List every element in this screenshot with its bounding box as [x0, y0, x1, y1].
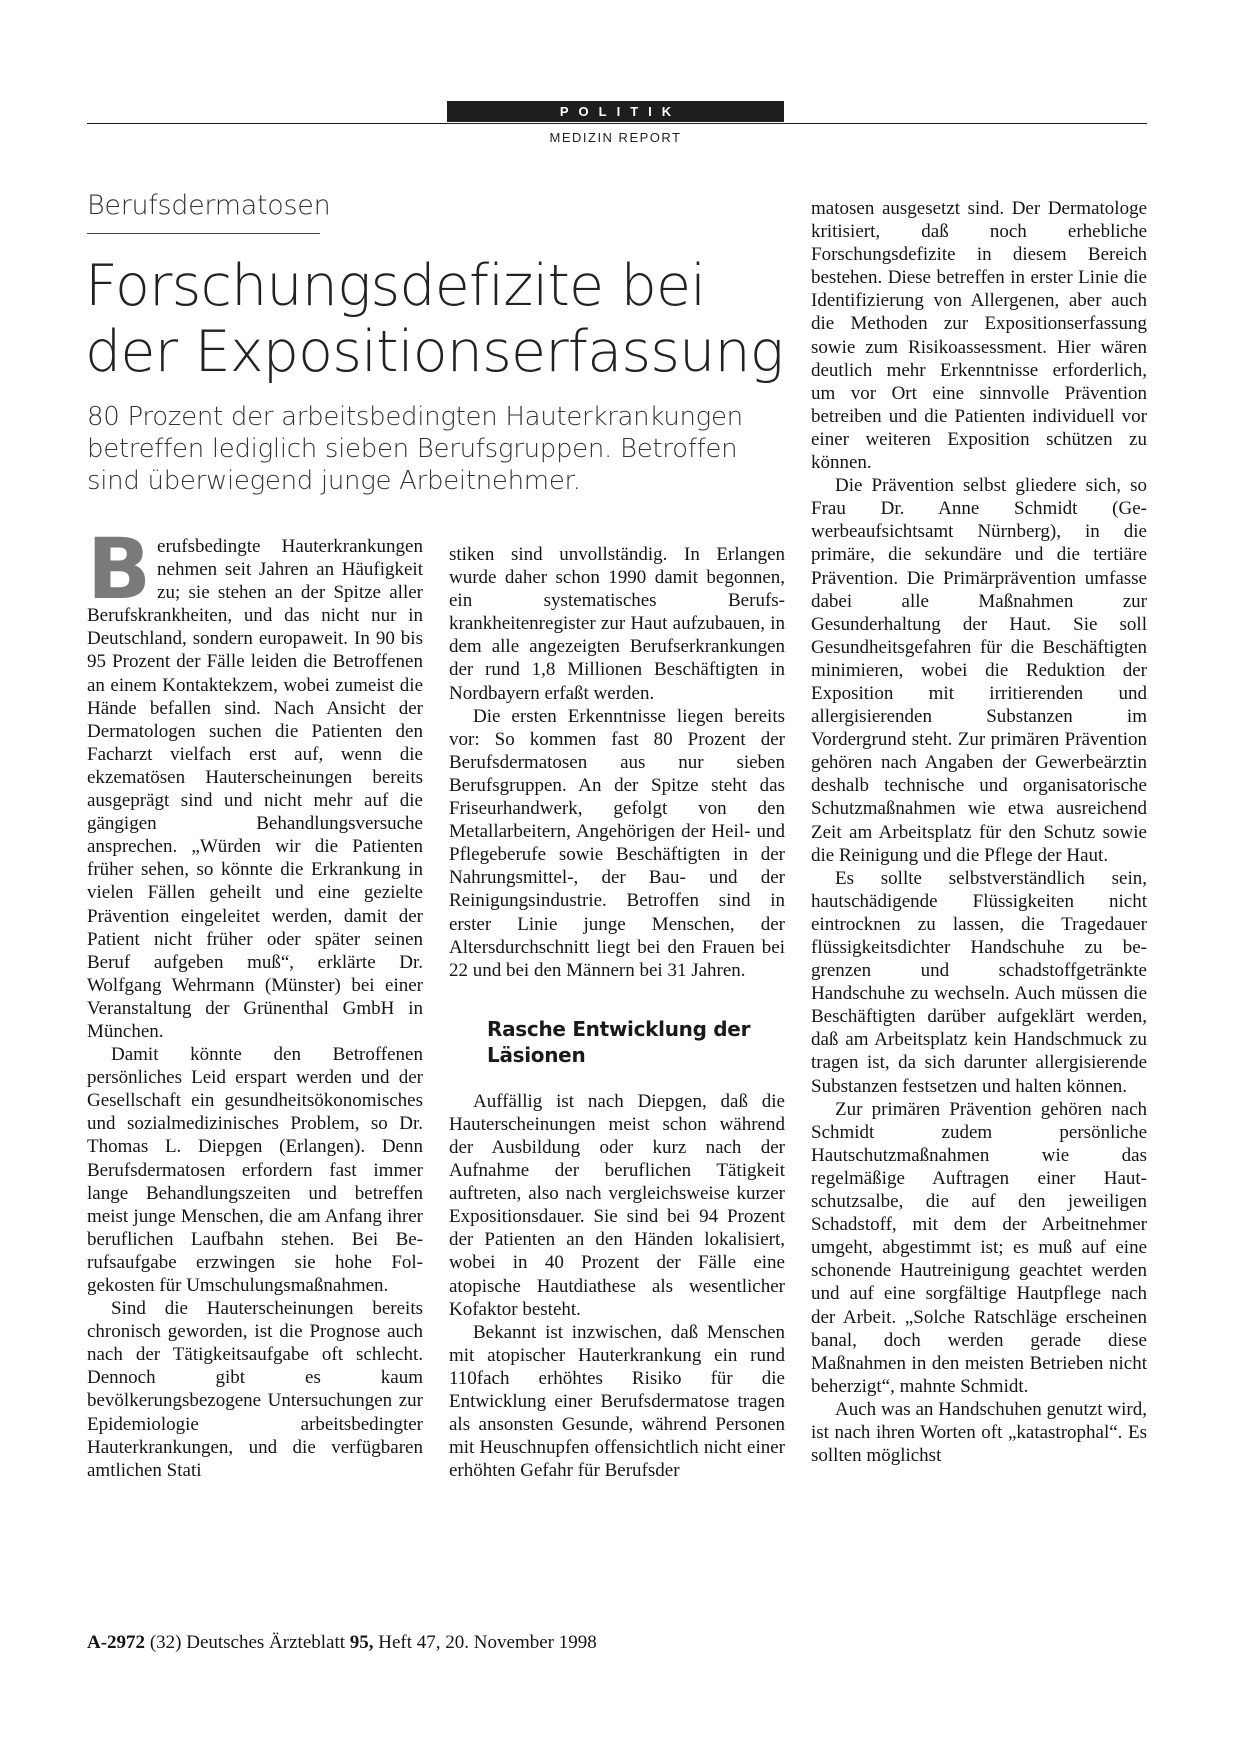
page-footer: [87, 1632, 597, 1654]
paragraph: Es sollte selbstverständlich sein, hautschädigende Flüssigkeiten nicht eintrocknen zu lassen, die Tragedauer flüssigkeitsdichter Handschuhe zu begrenzen und schadstoffgetränkte Handschuhe zu wechseln. Auch müssen die Beschäftigten darüber aufgeklärt werden, daß am Arbeitsplatz kein Handschmuck zu tragen ist, da sich darunter allergisierende Substanzen festsetzen und halten können.: [811, 867, 1147, 1097]
paragraph: Sind die Hauterscheinungen bereits chronisch geworden, ist die Prognose auch nach der Tätigkeitsaufgabe oft schlecht. Dennoch gibt es kaum bevölkerungsbezogene Untersuchungen zur Epidemiologie arbeitsbedingter Hauterkrankungen, und die verfügbaren amtlichen Stati: [87, 1298, 423, 1481]
paragraph: stiken sind unvollständig. In Erlangen wurde daher schon 1990 damit begonnen, ein systematisches Berufskrankheitenregister zur Haut aufzubauen, in dem alle angezeigten Berufserkrankungen der rund 1,8 Millionen Beschäftigten in Nordbayern erfaßt werden.: [449, 544, 785, 704]
text-column-1: [87, 520, 423, 1482]
volume-number: 95,: [349, 1632, 374, 1653]
subsection-label: MEDIZIN REPORT: [549, 130, 682, 145]
paragraph: matosen ausgesetzt sind. Der Dermatologe kritisiert, daß noch erhebliche Forschungsdefizite in diesem Bereich bestehen. Diese betreffen in erster Linie die Identifizierung von Allergenen, aber auch die Methoden zur Expositionserfassung sowie zum Risikoassessment. Hier wären deutlich mehr Erkenntnisse erforderlich, um vor Ort eine sinnvolle Prävention betreiben und die Patienten individuell vor einer weiteren Exposition schützen zu können.: [811, 198, 1147, 474]
paragraph: Auch was an Handschuhen genutzt wird, ist nach ihren Worten oft „katastrophal“. Es sollten möglichst: [811, 1398, 1147, 1467]
article-lead: 80 Prozent der arbeitsbedingten Hauterkrankungen betreffen lediglich sieben Berufsgruppen. Betroffen sind überwiegend junge Arbeitnehmer.: [87, 402, 743, 496]
paragraph: erufsbedingte Hauterkrankungen nehmen seit Jahren an Häufigkeit zu; sie stehen an der Spitze aller Berufskrankheiten, und das nicht nur in Deutschland, sondern europaweit. In 90 bis 95 Prozent der Fälle leiden die Betroffenen an einem Kontaktekzem, wobei zumeist die Hände befallen sind. Nach Ansicht der Dermatologen suchen die Patienten den Facharzt vielfach erst auf, wenn die ekzematösen Hauterscheinungen bereits ausgeprägt sind und nicht mehr auf die gängigen Behandlungsversuche ansprechen. „Würden wir die Patienten früher sehen, so könnte die Erkrankung in vielen Fällen geheilt und eine gezielte Prävention eingeleitet werden, damit der Patient nicht früher oder später seinen Beruf aufgeben muß“, erklärte Dr. Wolfgang Wehrmann (Münster) bei einer Veranstaltung der Grünenthal GmbH in München.: [87, 536, 423, 1042]
issue-info: Heft 47, 20. November 1998: [378, 1632, 597, 1653]
page-number: A-2972: [87, 1632, 146, 1653]
paragraph: Die ersten Erkenntnisse liegen bereits vor: So kommen fast 80 Prozent der Berufsdermatosen aus nur sieben Berufsgruppen. An der Spitze steht das Friseurhandwerk, gefolgt von den Metallarbeitern, Angehörigen der Heil- und Pflegeberufe sowie Beschäftigten in der Nahrungsmittel-, der Bau- und der Reinigungsindustrie. Betroffen sind in erster Linie junge Menschen, der Altersdurchschnitt liegt bei den Frauen bei 22 und bei den Männern bei 31 Jahren.: [449, 705, 785, 981]
paragraph: Damit könnte den Betroffenen persönliches Leid erspart werden und der Gesellschaft ein gesundheitsökonomisches und sozialmedizinisches Problem, so Dr. Thomas L. Diepgen (Erlangen). Denn Berufsdermatosen erfordern fast immer lange Behandlungszeiten und betreffen meist junge Menschen, die am Anfang ihrer beruflichen Laufbahn stehen. Bei Berufsaufgabe erzwingen sie hohe Folgekosten für Umschulungsmaßnahmen.: [87, 1044, 423, 1296]
article-kicker: Berufsdermatosen: [87, 190, 331, 221]
page-sequence: (32): [149, 1632, 182, 1653]
paragraph: Zur primären Prävention gehören nach Schmidt zudem persönliche Hautschutzmaßnahmen wie das regelmäßige Auftragen einer Hautschutzsalbe, die auf den jeweiligen Schadstoff, mit dem der Arbeitnehmer umgeht, abgestimmt ist; es muß auf eine schonende Hautreinigung geachtet werden und auf eine sorgfältige Hautpflege nach der Arbeit. „Solche Ratschläge erscheinen banal, doch werden gerade diese Maßnahmen in den meisten Betrieben nicht beherzigt“, mahnte Schmidt.: [811, 1098, 1147, 1397]
kicker-underline: [87, 233, 320, 234]
journal-name: Deutsches Ärzteblatt: [186, 1632, 346, 1653]
subheading: Rasche Entwicklung der Läsionen: [487, 1016, 751, 1067]
text-column-2: [449, 543, 785, 1482]
article-headline: Forschungsdefizite bei der Expositionserfassung: [85, 253, 784, 385]
paragraph: Bekannt ist inzwischen, daß Menschen mit atopischer Hauterkrankung ein rund 110fach erhöhtes Risiko für die Entwicklung einer Berufsdermatose tragen als ansonsten Gesunde, während Personen mit Heuschnupfen offensichtlich nicht einer erhöhten Gefahr für Berufsder: [449, 1321, 785, 1482]
section-bar: POLITIK: [447, 101, 784, 122]
drop-cap: B: [87, 520, 152, 618]
header-rule: [87, 123, 1147, 124]
paragraph: Die Prävention selbst gliedere sich, so Frau Dr. Anne Schmidt (Gewerbeaufsichtsamt Nürnberg), in die primäre, die sekundäre und die tertiäre Prävention. Die Primärprävention umfasse dabei alle Maßnahmen zur Gesunderhaltung der Haut. Sie soll Gesundheitsgefahren für die Beschäftigten minimieren, wobei die Reduktion der Exposition mit irritierenden und allergisierenden Substanzen im Vordergrund steht. Zur primären Prävention gehören nach Angaben der Gewerbeärztin deshalb technische und organisatorische Schutzmaßnahmen wie etwa ausreichend Zeit am Arbeitsplatz für den Schutz sowie die Reinigung und die Pflege der Haut.: [811, 475, 1147, 866]
text-column-3: [811, 197, 1147, 1467]
paragraph: Auffällig ist nach Diepgen, daß die Hauterscheinungen meist schon während der Ausbildung oder kurz nach der Aufnahme der beruflichen Tätigkeit auftreten, also nach vergleichsweise kurzer Expositionsdauer. Sie sind bei 94 Prozent der Patienten an den Händen lokalisiert, wobei in 40 Prozent der Fälle eine atopische Hautdiathese als wesentlicher Kofaktor besteht.: [449, 1090, 785, 1320]
